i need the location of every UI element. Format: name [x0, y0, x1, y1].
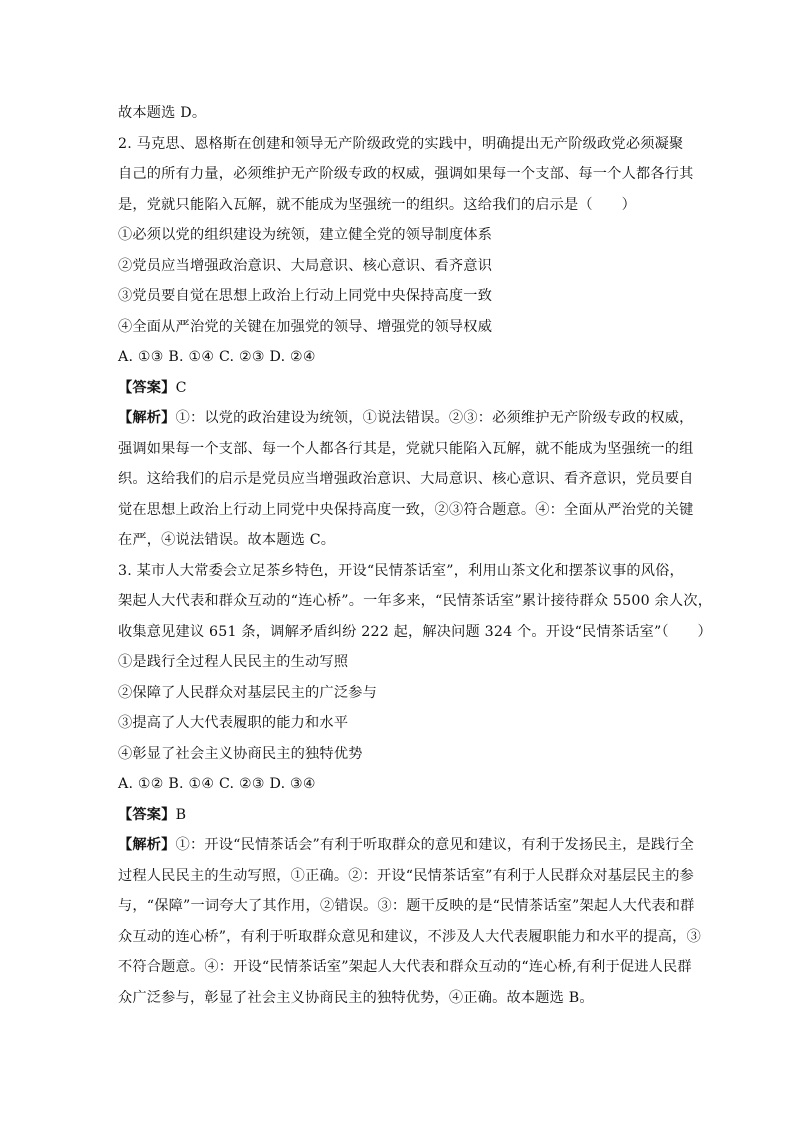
question-stem-line: 收集意见建议 651 条，调解矛盾纠纷 222 起，解决问题 324 个。开设“民情茶话室”（ ）	[118, 623, 712, 640]
analysis-label: 【解析】	[118, 410, 176, 426]
answer-label: 【答案】	[118, 379, 176, 396]
answer-choices: A. ①② B. ①④ C. ②③ D. ③④	[118, 776, 316, 792]
question-stem-line: 3. 某市人大常委会立足茶乡特色，开设“民情茶话室”，利用山茶文化和摆茶议事的风俗，	[118, 562, 684, 579]
analysis-line: 与，“保障”一词夸大了其作用，②错误。③：题干反映的是“民情茶话室”架起人大代表和群	[118, 898, 695, 914]
question-stem-line: 2. 马克思、恩格斯在创建和领导无产阶级政党的实践中，明确提出无产阶级政党必须凝聚	[118, 135, 684, 152]
question-3	[118, 556, 713, 1014]
option-4: ④彰显了社会主义协商民主的独特优势	[118, 745, 363, 762]
analysis-line: 强调如果每一个支部、每一个人都各行其是，党就只能陷入瓦解，就不能成为坚强统一的组	[118, 440, 694, 457]
analysis-label: 【解析】	[118, 837, 176, 853]
option-2: ②党员应当增强政治意识、大局意识、核心意识、看齐意识	[118, 257, 493, 274]
option-4: ④全面从严治党的关键在加强党的领导、增强党的领导权威	[118, 318, 493, 335]
option-3: ③提高了人大代表履职的能力和水平	[118, 715, 349, 731]
question-2	[118, 129, 694, 556]
question-stem-line: 自己的所有力量，必须维护无产阶级专政的权威，强调如果每一个支部、每一个人都各行其	[118, 166, 694, 182]
option-3: ③党员要自觉在思想上政治上行动上同党中央保持高度一致	[118, 288, 493, 304]
analysis-line: 觉在思想上政治上行动上同党中央保持高度一致，②③符合题意。④：全面从严治党的关键	[118, 501, 694, 518]
answer-line	[118, 800, 678, 831]
question-stem-line: 是，党就只能陷入瓦解，就不能成为坚强统一的组织。这给我们的启示是（ ）	[118, 196, 636, 213]
document-page	[118, 98, 713, 1013]
analysis-line: 织。这给我们的启示是党员应当增强政治意识、大局意识、核心意识、看齐意识，党员要自	[118, 471, 694, 487]
analysis-line	[118, 403, 694, 434]
answer-choices: A. ①③ B. ①④ C. ②③ D. ②④	[118, 349, 316, 365]
analysis-line: 在严，④说法错误。故本题选 C。	[118, 532, 336, 548]
option-1: ①必须以党的组织建设为统领，建立健全党的领导制度体系	[118, 227, 493, 243]
answer-value: B	[175, 806, 187, 823]
question-stem-line: 架起人大代表和群众互动的“连心桥”。一年多来，“民情茶话室”累计接待群众 5500 余人次，	[118, 593, 713, 609]
answer-line	[118, 373, 678, 404]
option-2: ②保障了人民群众对基层民主的广泛参与	[118, 684, 377, 701]
analysis-line: 众广泛参与，彰显了社会主义协商民主的独特优势，④正确。故本题选 B。	[118, 989, 594, 1006]
option-1: ①是践行全过程人民民主的生动写照	[118, 654, 349, 670]
analysis-line: 不符合题意。④：开设“民情茶话室”架起人大代表和群众互动的“连心桥,有利于促进人民群	[118, 959, 692, 975]
analysis-line: 众互动的连心桥”，有利于听取群众意见和建议，不涉及人大代表履职能力和水平的提高，③	[118, 928, 701, 945]
answer-label: 【答案】	[118, 806, 176, 823]
analysis-text: ①：开设“民情茶话会”有利于听取群众的意见和建议，有利于发扬民主，是践行全	[175, 837, 695, 853]
analysis-line: 过程人民民主的生动写照，①正确。②：开设“民情茶话室”有利于人民群众对基层民主的参	[118, 867, 695, 884]
analysis-text: ①：以党的政治建设为统领，①说法错误。②③：必须维护无产阶级专政的权威，	[175, 410, 694, 426]
analysis-line	[118, 830, 695, 861]
answer-value: C	[175, 379, 187, 396]
previous-answer-conclusion: 故本题选 D。	[118, 105, 207, 121]
